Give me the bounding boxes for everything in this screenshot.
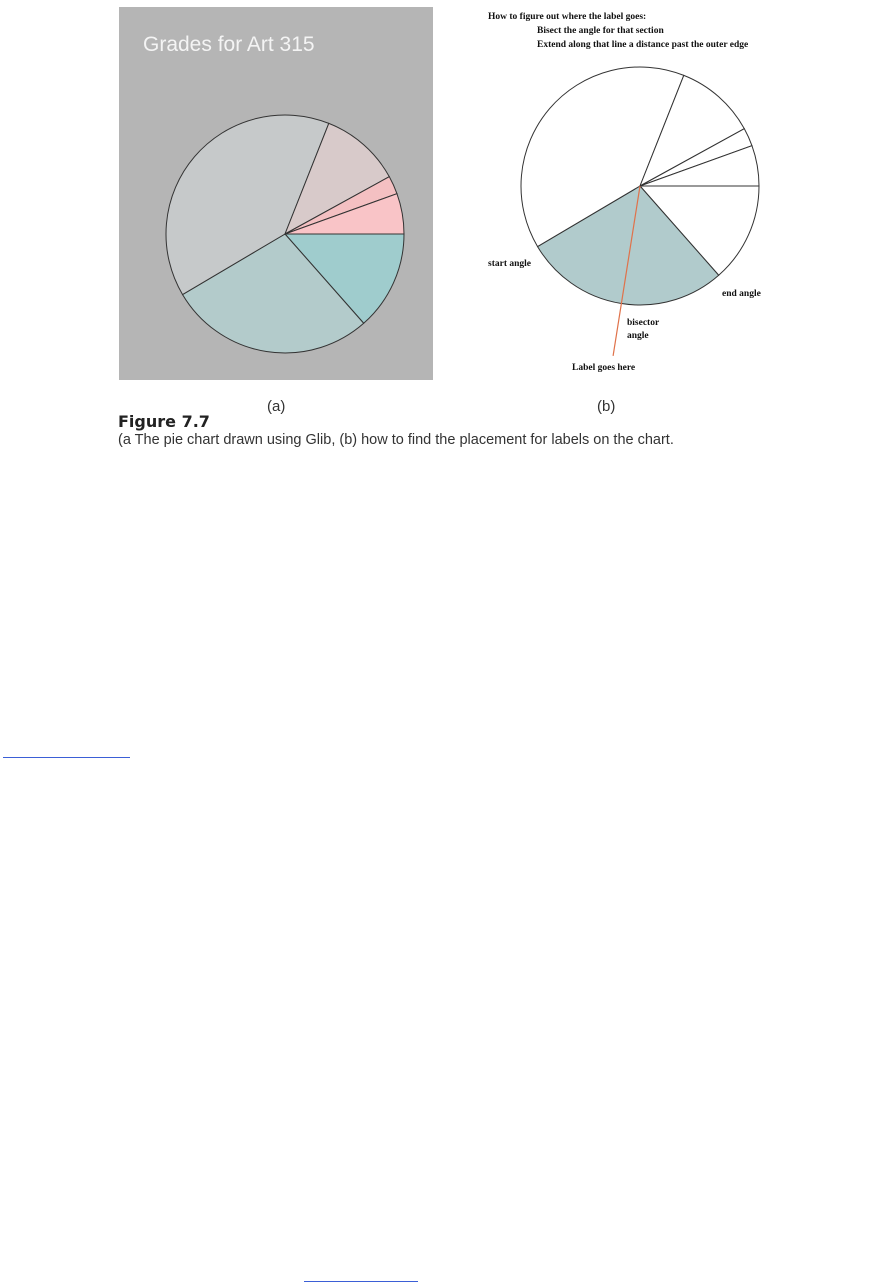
subfigure-label-b: (b) [597, 398, 616, 415]
instruction-line-3: Extend along that line a distance past the outer edge [537, 40, 749, 50]
subfigure-label-a: (a) [267, 398, 286, 415]
instruction-line-1: How to figure out where the label goes: [488, 12, 647, 22]
hyperlink-underline[interactable] [3, 757, 130, 758]
annotation-angle: angle [627, 331, 649, 341]
chart-a-title: Grades for Art 315 [143, 33, 315, 56]
figure-title: Figure 7.7 [118, 412, 210, 431]
annotation-label-goes-here: Label goes here [572, 363, 636, 373]
annotation-bisector: bisector [627, 318, 660, 328]
pie-chart-a [166, 115, 404, 353]
hyperlink-underline[interactable] [304, 1281, 418, 1282]
annotation-start-angle: start angle [488, 259, 532, 269]
annotation-end-angle: end angle [722, 289, 761, 299]
instruction-line-2: Bisect the angle for that section [537, 26, 664, 36]
figure-caption: (a The pie chart drawn using Glib, (b) how to find the placement for labels on the chart. [118, 432, 674, 448]
